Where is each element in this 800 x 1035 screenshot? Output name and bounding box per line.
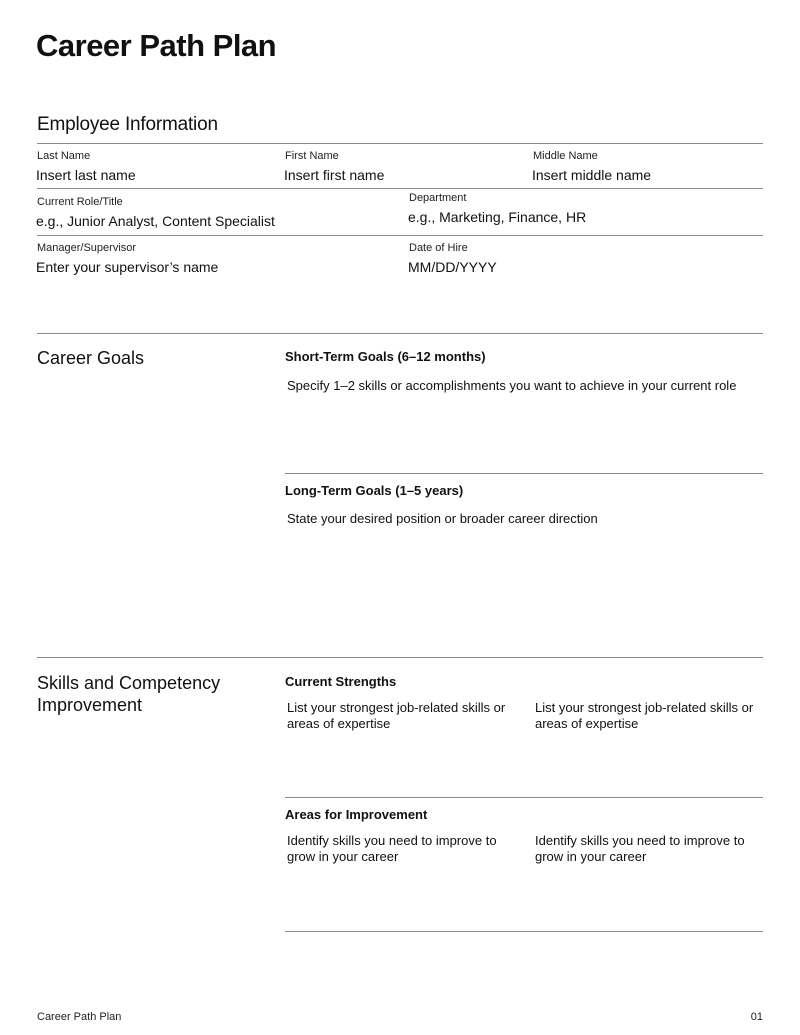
areas-for-improvement-title: Areas for Improvement [285, 807, 428, 822]
first-name-label: First Name [285, 150, 339, 162]
divider [285, 931, 763, 932]
middle-name-field[interactable]: Insert middle name [532, 167, 652, 183]
employee-info-heading: Employee Information [37, 114, 218, 135]
strengths-field-1[interactable]: List your strongest job-related skills or areas of expertise [287, 700, 506, 731]
page-number: 01 [750, 1011, 763, 1023]
divider [37, 143, 763, 144]
divider [37, 657, 763, 658]
short-term-goals-title: Short-Term Goals (6–12 months) [285, 349, 486, 364]
improvement-field-2[interactable]: Identify skills you need to improve to grow in your career [535, 833, 745, 864]
current-role-label: Current Role/Title [37, 196, 123, 208]
current-strengths-title: Current Strengths [285, 674, 397, 689]
manager-label: Manager/Supervisor [37, 242, 137, 254]
long-term-goals-title: Long-Term Goals (1–5 years) [285, 483, 464, 498]
improvement-field-1[interactable]: Identify skills you need to improve to grow in your career [287, 833, 497, 864]
career-goals-heading: Career Goals [37, 348, 145, 368]
department-label: Department [409, 192, 467, 204]
divider [37, 188, 763, 189]
last-name-field[interactable]: Insert last name [36, 167, 136, 183]
skills-heading: Skills and Competency Improvement [37, 673, 221, 715]
date-of-hire-field[interactable]: MM/DD/YYYY [408, 259, 497, 275]
middle-name-label: Middle Name [533, 150, 598, 162]
department-field[interactable]: e.g., Marketing, Finance, HR [408, 209, 587, 225]
date-of-hire-label: Date of Hire [409, 242, 468, 254]
manager-field[interactable]: Enter your supervisor’s name [36, 259, 219, 275]
divider [37, 333, 763, 334]
footer-title: Career Path Plan [37, 1011, 122, 1023]
divider [285, 473, 763, 474]
page-title: Career Path Plan [36, 28, 277, 63]
current-role-field[interactable]: e.g., Junior Analyst, Content Specialist [36, 213, 275, 229]
divider [37, 235, 763, 236]
long-term-goals-field[interactable]: State your desired position or broader career direction [287, 511, 598, 526]
first-name-field[interactable]: Insert first name [284, 167, 385, 183]
strengths-field-2[interactable]: List your strongest job-related skills or areas of expertise [535, 700, 754, 731]
short-term-goals-field[interactable]: Specify 1–2 skills or accomplishments you want to achieve in your current role [287, 378, 737, 393]
last-name-label: Last Name [37, 150, 91, 162]
divider [285, 797, 763, 798]
